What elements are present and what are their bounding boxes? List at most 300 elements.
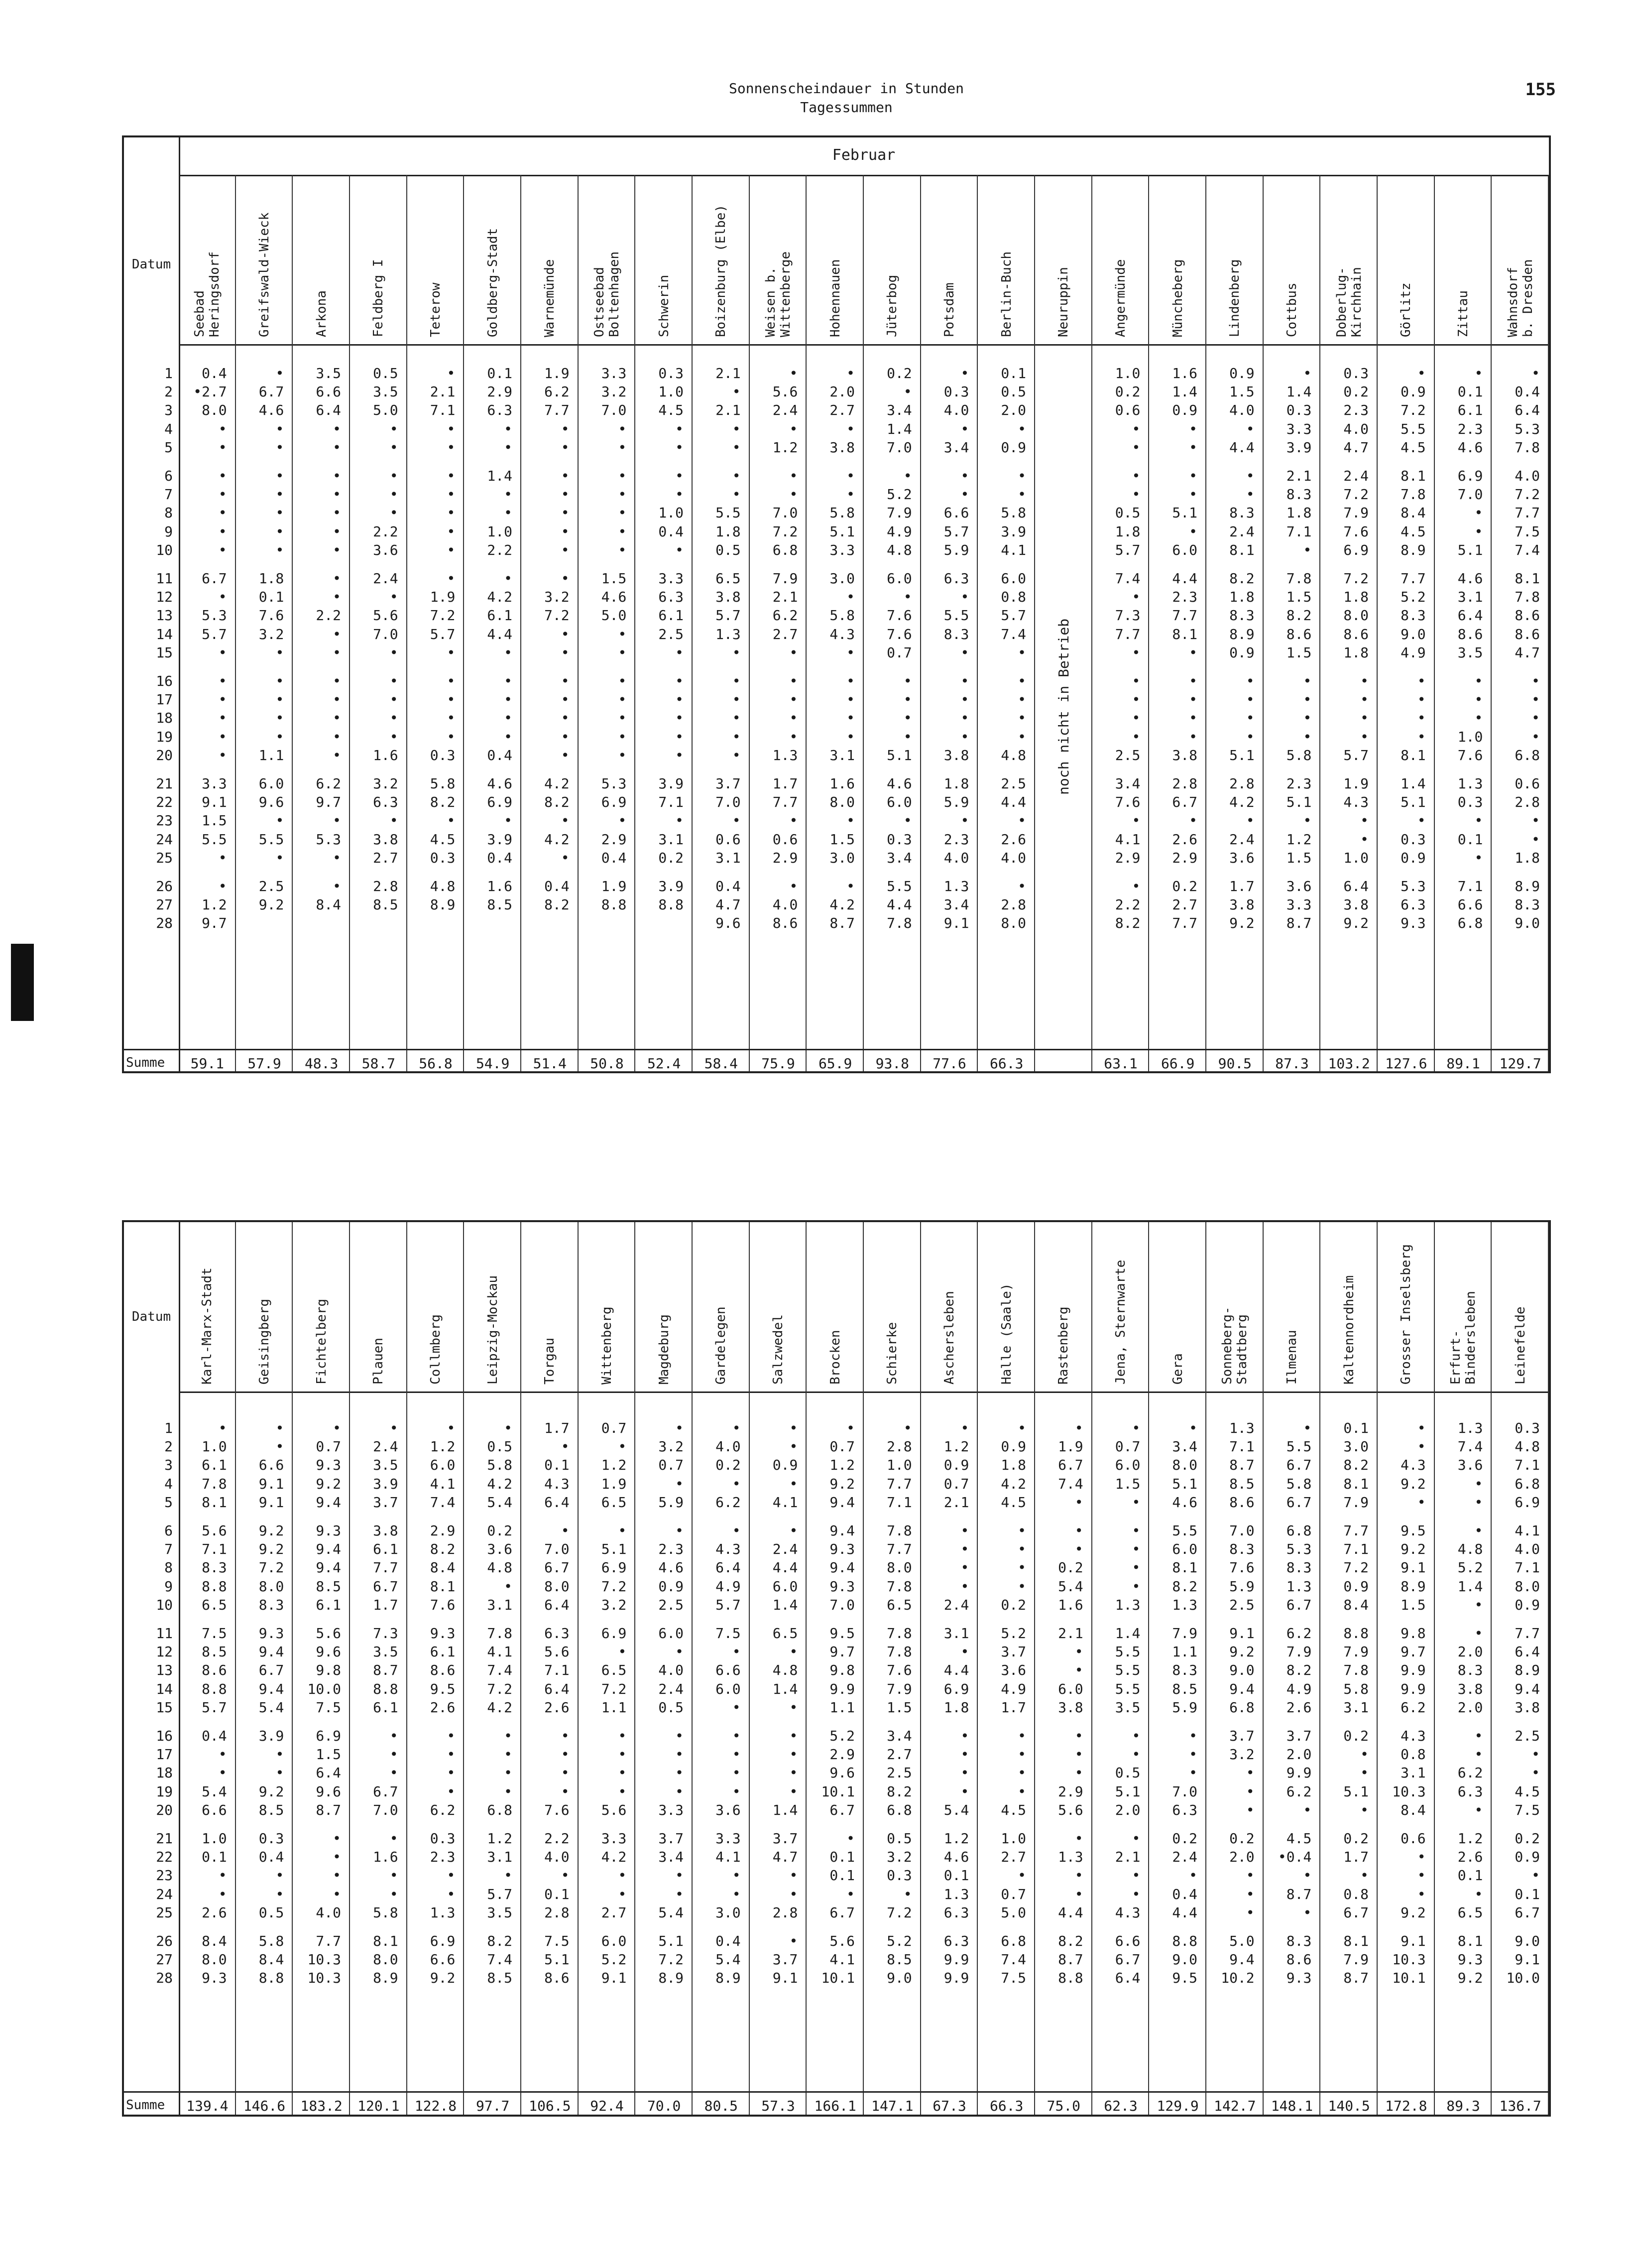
day-number: 18	[156, 710, 173, 727]
value-cell: 7.5	[316, 1699, 341, 1716]
station-header: Doberlug- Kirchhain	[1320, 175, 1377, 346]
station-column	[1092, 175, 1150, 1071]
value-cell: •	[1303, 1420, 1312, 1436]
value-cell: 2.6	[1172, 831, 1197, 848]
value-cell: 9.3	[1286, 1970, 1312, 1987]
value-cell: •	[275, 420, 284, 437]
value-cell: 9.4	[1229, 1680, 1255, 1697]
value-cell: 8.8	[658, 896, 684, 913]
value-cell: 0.7	[1115, 1438, 1141, 1455]
value-cell: 7.6	[430, 1596, 456, 1613]
value-cell: 0.2	[1172, 878, 1197, 894]
value-cell: •	[1074, 1541, 1083, 1558]
value-cell: •	[333, 589, 341, 606]
station-column	[1435, 175, 1492, 1071]
value-cell: 9.2	[1229, 915, 1255, 932]
value-cell: 8.5	[258, 1801, 284, 1818]
value-cell: 1.1	[1172, 1643, 1197, 1660]
day-number: 23	[156, 812, 173, 829]
value-cell: 7.2	[887, 1904, 912, 1921]
value-cell: 3.4	[887, 402, 912, 419]
station-column	[1264, 175, 1321, 1071]
day-number: 1	[164, 365, 173, 381]
value-cell: 3.7	[1001, 1643, 1026, 1660]
value-cell: •	[675, 1522, 684, 1539]
value-cell: •	[960, 486, 969, 503]
value-cell: •	[1417, 1438, 1426, 1455]
value-cell: 0.3	[1286, 402, 1312, 419]
value-cell: 7.1	[1515, 1457, 1540, 1474]
value-cell: 7.9	[1172, 1625, 1197, 1641]
value-cell: 1.8	[943, 775, 969, 792]
value-cell: •	[1189, 1867, 1197, 1884]
value-cell: 10.1	[1392, 1970, 1426, 1987]
sum-value: 57.3	[761, 2098, 795, 2114]
value-cell: 3.5	[1115, 1699, 1141, 1716]
value-cell: 6.2	[316, 775, 341, 792]
value-cell: 5.5	[943, 607, 969, 624]
value-cell: •	[1360, 1746, 1369, 1763]
value-cell: •	[447, 1783, 456, 1800]
value-cell: •	[333, 1420, 341, 1436]
value-cell: 0.9	[1401, 383, 1426, 400]
station-column	[1492, 175, 1549, 1071]
value-cell: •	[732, 420, 741, 437]
value-cell: 1.7	[1343, 1849, 1369, 1866]
value-cell: •	[561, 1764, 570, 1781]
datum-column	[124, 137, 180, 1071]
value-cell: •	[333, 504, 341, 521]
value-cell: •	[675, 486, 684, 503]
value-cell: 4.1	[487, 1643, 512, 1660]
value-cell: 0.4	[202, 1728, 227, 1744]
value-cell: 9.1	[202, 794, 227, 811]
value-cell: 5.9	[943, 541, 969, 558]
value-cell: 7.9	[1343, 1643, 1369, 1660]
sum-value: 59.1	[190, 1055, 225, 1072]
value-cell: 9.2	[258, 896, 284, 913]
value-cell: •	[1132, 1541, 1141, 1558]
value-cell: 2.9	[772, 849, 798, 866]
value-cell: 0.9	[1343, 1578, 1369, 1595]
value-cell: 8.9	[1401, 1578, 1426, 1595]
value-cell: 4.3	[1343, 794, 1369, 811]
station-header: Fichtelberg	[293, 1222, 349, 1393]
value-cell: 9.5	[1401, 1522, 1426, 1539]
value-cell: 2.7	[601, 1904, 627, 1921]
value-cell: •	[389, 1867, 398, 1884]
value-cell: •	[447, 728, 456, 745]
value-cell: 3.2	[258, 626, 284, 642]
value-cell: 7.7	[1172, 607, 1197, 624]
sum-value: 166.1	[814, 2098, 856, 2114]
value-cell: 2.1	[1058, 1625, 1083, 1641]
value-cell: 2.5	[887, 1764, 912, 1781]
sum-value: 65.9	[818, 1055, 852, 1072]
sum-value: 90.5	[1218, 1055, 1252, 1072]
value-cell: •	[504, 812, 512, 829]
value-cell: •	[618, 1438, 627, 1455]
value-cell: 3.6	[1286, 878, 1312, 894]
value-cell: •	[789, 1746, 798, 1763]
value-cell: 1.5	[1401, 1596, 1426, 1613]
value-cell: •	[447, 644, 456, 661]
value-cell: •	[732, 468, 741, 484]
value-cell: 8.5	[316, 1578, 341, 1595]
value-cell: •	[275, 1438, 284, 1455]
value-cell: 7.3	[1115, 607, 1141, 624]
value-cell: 2.2	[373, 523, 398, 540]
value-cell: 4.3	[829, 626, 855, 642]
value-cell: 0.1	[943, 1867, 969, 1884]
value-cell: 8.1	[1172, 626, 1197, 642]
value-cell: 1.4	[1457, 1578, 1483, 1595]
value-cell: 1.1	[601, 1699, 627, 1716]
value-cell: 3.7	[772, 1951, 798, 1968]
value-cell: •	[218, 1420, 227, 1436]
value-cell: 6.1	[373, 1541, 398, 1558]
value-cell: 1.5	[202, 812, 227, 829]
value-cell: •	[1303, 1867, 1312, 1884]
value-cell: 9.1	[601, 1970, 627, 1987]
value-cell: 3.3	[1286, 896, 1312, 913]
value-cell: 8.0	[258, 1578, 284, 1595]
value-cell: 5.2	[1401, 589, 1426, 606]
value-cell: •	[1474, 1522, 1483, 1539]
value-cell: 0.7	[887, 644, 912, 661]
value-cell: 3.2	[658, 1438, 684, 1455]
value-cell: 0.7	[601, 1420, 627, 1436]
value-cell: 6.9	[316, 1728, 341, 1744]
value-cell: •	[218, 1886, 227, 1902]
value-cell: •	[960, 1522, 969, 1539]
value-cell: •	[1189, 486, 1197, 503]
value-cell: •	[960, 420, 969, 437]
value-cell: 4.6	[1457, 570, 1483, 587]
value-cell: 5.8	[258, 1933, 284, 1949]
value-cell: 7.5	[1515, 1801, 1540, 1818]
value-cell: •	[1246, 1904, 1255, 1921]
value-cell: 7.5	[1515, 523, 1540, 540]
value-cell: 8.8	[373, 1680, 398, 1697]
not-in-operation-note: noch nicht in Betrieb	[1055, 618, 1072, 795]
value-cell: 0.1	[202, 1849, 227, 1866]
value-cell: 5.1	[1172, 1475, 1197, 1492]
value-cell: 2.9	[1058, 1783, 1083, 1800]
value-cell: 9.2	[1401, 1475, 1426, 1492]
value-cell: 0.4	[715, 1933, 741, 1949]
value-cell: 1.3	[1457, 775, 1483, 792]
value-cell: •	[1018, 420, 1026, 437]
value-cell: •	[1074, 1830, 1083, 1847]
value-cell: 6.2	[1457, 1764, 1483, 1781]
value-cell: 9.7	[202, 915, 227, 932]
value-cell: 0.5	[1115, 504, 1141, 521]
value-cell: •	[789, 1438, 798, 1455]
value-cell: 0.4	[601, 849, 627, 866]
day-number: 9	[164, 523, 173, 540]
value-cell: 0.3	[430, 849, 456, 866]
value-cell: 6.3	[943, 1904, 969, 1921]
value-cell: 0.9	[1001, 1438, 1026, 1455]
value-cell: •	[903, 383, 912, 400]
value-cell: •	[789, 1728, 798, 1744]
value-cell: •	[1018, 1783, 1026, 1800]
value-cell: 1.3	[943, 1886, 969, 1902]
value-cell: 0.3	[258, 1830, 284, 1847]
value-cell: 7.9	[1343, 1494, 1369, 1511]
value-cell: •	[675, 728, 684, 745]
value-cell: 6.6	[316, 383, 341, 400]
value-cell: 1.6	[373, 1849, 398, 1866]
value-cell: •	[1531, 1867, 1540, 1884]
value-cell: 6.8	[487, 1801, 512, 1818]
value-cell: 6.4	[316, 1764, 341, 1781]
value-cell: •	[1132, 691, 1141, 708]
value-cell: 4.3	[544, 1475, 570, 1492]
station-column	[750, 175, 807, 1071]
value-cell: 8.7	[1286, 1886, 1312, 1902]
value-cell: •	[789, 644, 798, 661]
value-cell: •	[1074, 1643, 1083, 1660]
value-cell: 5.4	[202, 1783, 227, 1800]
value-cell: 5.1	[544, 1951, 570, 1968]
value-cell: •	[1303, 1801, 1312, 1818]
value-cell: 9.4	[316, 1541, 341, 1558]
value-cell: •	[1018, 1764, 1026, 1781]
value-cell: 2.5	[1115, 747, 1141, 763]
value-cell: 5.5	[1115, 1662, 1141, 1679]
value-cell: 4.6	[258, 402, 284, 419]
station-column	[1320, 175, 1378, 1071]
value-cell: •	[732, 383, 741, 400]
value-cell: •	[846, 468, 855, 484]
value-cell: •	[618, 504, 627, 521]
sum-value: 129.9	[1157, 2098, 1199, 2114]
value-cell: 0.8	[1401, 1746, 1426, 1763]
value-cell: 4.7	[772, 1849, 798, 1866]
value-cell: 1.2	[487, 1830, 512, 1847]
value-cell: 9.0	[1515, 915, 1540, 932]
value-cell: •	[1132, 420, 1141, 437]
value-cell: 0.1	[544, 1457, 570, 1474]
value-cell: •	[389, 812, 398, 829]
value-cell: •	[1246, 728, 1255, 745]
value-cell: 1.7	[1001, 1699, 1026, 1716]
value-cell: 0.1	[544, 1886, 570, 1902]
value-cell: •	[561, 812, 570, 829]
value-cell: 1.3	[430, 1904, 456, 1921]
value-cell: 9.9	[829, 1680, 855, 1697]
value-cell: •	[732, 1867, 741, 1884]
value-cell: 1.0	[202, 1830, 227, 1847]
value-cell: •	[1417, 1494, 1426, 1511]
value-cell: 3.4	[1115, 775, 1141, 792]
value-cell: 5.7	[1343, 747, 1369, 763]
day-number: 11	[156, 570, 173, 587]
value-cell: 6.6	[715, 1662, 741, 1679]
value-cell: 8.1	[1343, 1475, 1369, 1492]
value-cell: 3.8	[715, 589, 741, 606]
station-column	[1378, 175, 1435, 1071]
value-cell: 7.1	[1457, 878, 1483, 894]
value-cell: 5.7	[430, 626, 456, 642]
value-cell: •	[960, 1643, 969, 1660]
value-cell: 9.3	[1401, 915, 1426, 932]
value-cell: •	[789, 1643, 798, 1660]
value-cell: 8.6	[1343, 626, 1369, 642]
value-cell: 9.1	[1401, 1559, 1426, 1576]
station-column	[1264, 1222, 1321, 2115]
value-cell: •	[561, 644, 570, 661]
value-cell: 4.1	[1001, 541, 1026, 558]
value-cell: 3.8	[1457, 1680, 1483, 1697]
value-cell: 3.1	[1457, 589, 1483, 606]
value-cell: 7.1	[1229, 1438, 1255, 1455]
value-cell: 2.4	[1343, 468, 1369, 484]
value-cell: 7.1	[202, 1541, 227, 1558]
value-cell: •	[333, 644, 341, 661]
value-cell: •	[1018, 486, 1026, 503]
value-cell: •	[732, 1699, 741, 1716]
value-cell: 9.6	[715, 915, 741, 932]
value-cell: •	[218, 710, 227, 727]
value-cell: 2.9	[1172, 849, 1197, 866]
value-cell: 7.2	[258, 1559, 284, 1576]
value-cell: 8.7	[316, 1801, 341, 1818]
value-cell: 1.4	[1115, 1625, 1141, 1641]
value-cell: 8.3	[1401, 607, 1426, 624]
value-cell: 6.4	[544, 1680, 570, 1697]
value-cell: 0.5	[373, 365, 398, 381]
value-cell: •	[218, 849, 227, 866]
top-table	[122, 135, 1551, 1073]
value-cell: •	[1360, 1801, 1369, 1818]
value-cell: 7.0	[715, 794, 741, 811]
value-cell: 8.3	[1229, 1541, 1255, 1558]
station-column	[1435, 1222, 1492, 2115]
value-cell: 3.6	[487, 1541, 512, 1558]
value-cell: •	[732, 1475, 741, 1492]
value-cell: 9.8	[1401, 1625, 1426, 1641]
station-header: Ilmenau	[1264, 1222, 1320, 1393]
value-cell: •	[1474, 523, 1483, 540]
value-cell: 9.4	[316, 1494, 341, 1511]
value-cell: 6.3	[373, 794, 398, 811]
value-cell: •	[275, 812, 284, 829]
value-cell: 1.4	[1286, 383, 1312, 400]
value-cell: •	[1417, 1420, 1426, 1436]
value-cell: •	[1132, 1420, 1141, 1436]
value-cell: 5.1	[1286, 794, 1312, 811]
sum-value: 89.3	[1446, 2098, 1480, 2114]
value-cell: •	[1531, 1746, 1540, 1763]
value-cell: •	[675, 1867, 684, 1884]
value-cell: 9.3	[1457, 1951, 1483, 1968]
page-number: 155	[1525, 80, 1556, 100]
value-cell: 5.1	[1172, 504, 1197, 521]
value-cell: 7.6	[544, 1801, 570, 1818]
value-cell: 9.1	[1229, 1625, 1255, 1641]
value-cell: 4.0	[772, 896, 798, 913]
value-cell: 7.0	[1229, 1522, 1255, 1539]
value-cell: 0.7	[658, 1457, 684, 1474]
value-cell: •	[447, 1420, 456, 1436]
value-cell: 3.8	[943, 747, 969, 763]
value-cell: •	[1074, 1522, 1083, 1539]
value-cell: •	[618, 1746, 627, 1763]
value-cell: 1.4	[487, 468, 512, 484]
day-number: 12	[156, 589, 173, 606]
day-number: 25	[156, 849, 173, 866]
value-cell: •	[1303, 673, 1312, 689]
sum-value: 183.2	[300, 2098, 343, 2114]
station-header: Halle (Saale)	[978, 1222, 1034, 1393]
value-cell: 7.8	[887, 1625, 912, 1641]
value-cell: 5.5	[1115, 1680, 1141, 1697]
value-cell: 4.3	[1115, 1904, 1141, 1921]
value-cell: 0.5	[658, 1699, 684, 1716]
value-cell: 1.0	[887, 1457, 912, 1474]
value-cell: •	[1474, 849, 1483, 866]
value-cell: 9.2	[430, 1970, 456, 1987]
value-cell: •	[1531, 710, 1540, 727]
value-cell: 5.8	[487, 1457, 512, 1474]
value-cell: 6.5	[772, 1625, 798, 1641]
value-cell: 8.2	[1229, 570, 1255, 587]
station-header: Arkona	[293, 175, 349, 346]
value-cell: 0.6	[1515, 775, 1540, 792]
value-cell: •	[333, 673, 341, 689]
sum-value: 50.8	[590, 1055, 624, 1072]
value-cell: 3.3	[658, 570, 684, 587]
value-cell: 8.4	[1343, 1596, 1369, 1613]
value-cell: •	[504, 1746, 512, 1763]
value-cell: 9.2	[1229, 1643, 1255, 1660]
value-cell: 4.6	[487, 775, 512, 792]
station-header: Berlin-Buch	[978, 175, 1034, 346]
station-header: Neuruppin	[1035, 175, 1091, 346]
station-column	[464, 1222, 521, 2115]
value-cell: •	[732, 486, 741, 503]
value-cell: •	[504, 644, 512, 661]
day-number: 24	[156, 831, 173, 848]
value-cell: 0.6	[772, 831, 798, 848]
value-cell: 5.1	[829, 523, 855, 540]
value-cell: 2.5	[1229, 1596, 1255, 1613]
station-header: Aschersleben	[921, 1222, 977, 1393]
value-cell: 0.1	[1343, 1420, 1369, 1436]
value-cell: 5.5	[887, 878, 912, 894]
value-cell: 3.9	[373, 1475, 398, 1492]
value-cell: 4.2	[487, 589, 512, 606]
value-cell: •	[561, 1522, 570, 1539]
value-cell: •	[1360, 812, 1369, 829]
value-cell: •	[1246, 1783, 1255, 1800]
value-cell: 8.4	[1401, 504, 1426, 521]
value-cell: 6.4	[1515, 402, 1540, 419]
value-cell: 2.8	[1172, 775, 1197, 792]
value-cell: 7.2	[601, 1680, 627, 1697]
value-cell: •	[561, 1438, 570, 1455]
sum-value: 122.8	[414, 2098, 457, 2114]
value-cell: 8.1	[1457, 1933, 1483, 1949]
value-cell: •	[1189, 728, 1197, 745]
value-cell: •	[333, 747, 341, 763]
value-cell: 1.4	[1172, 383, 1197, 400]
value-cell: 8.3	[943, 626, 969, 642]
value-cell: 5.0	[1001, 1904, 1026, 1921]
